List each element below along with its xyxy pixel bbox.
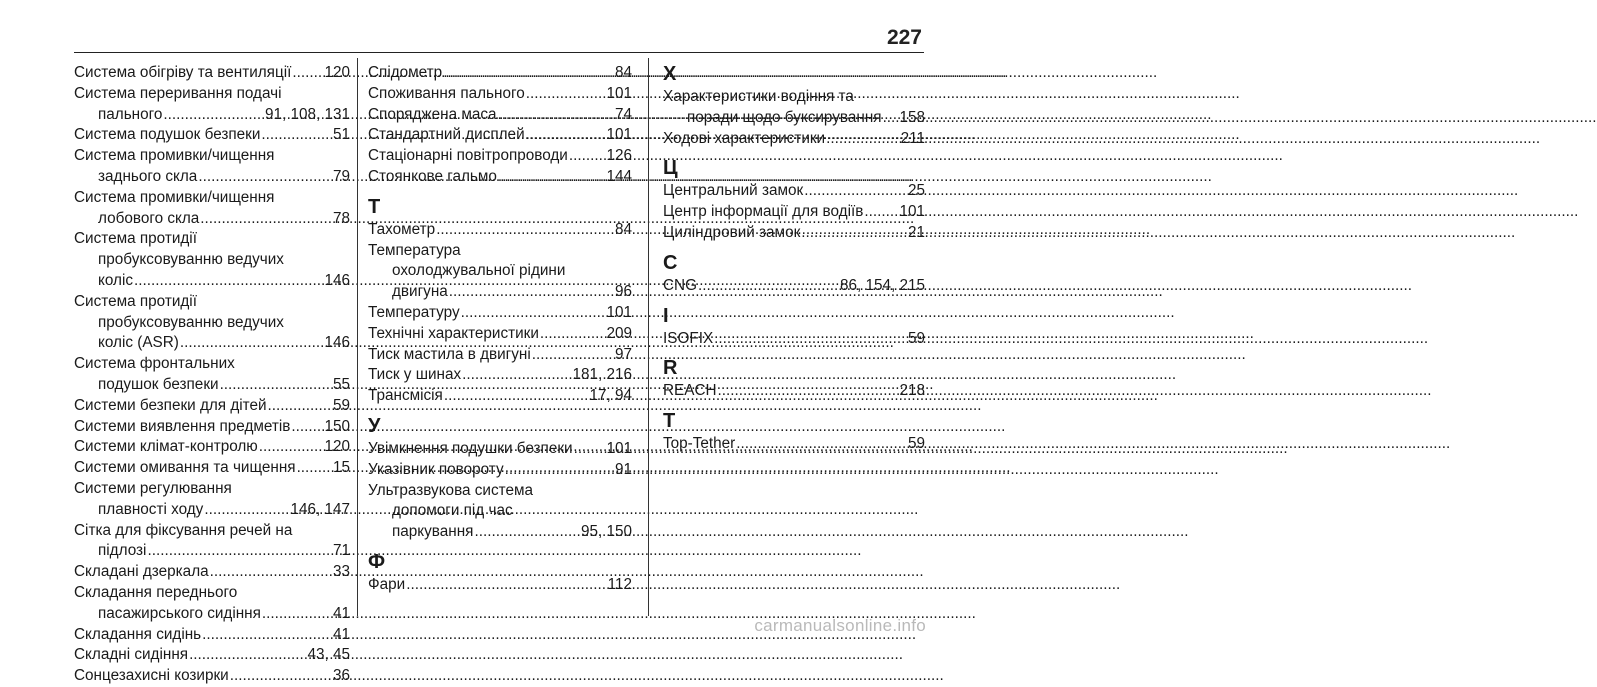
- index-entry-line: [74, 271, 350, 292]
- index-entry-text: подушок безпеки: [98, 375, 219, 393]
- index-entry[interactable]: [368, 439, 632, 460]
- index-entry-line: [663, 223, 925, 244]
- leader-dots: [498, 105, 614, 126]
- index-entry-line: [368, 63, 632, 84]
- index-entry-text: Стоянкове гальмо: [368, 167, 497, 185]
- index-entry-text: підлозі: [98, 542, 147, 560]
- page-reference[interactable]: 218: [899, 382, 925, 400]
- index-entry-line: [368, 575, 632, 596]
- leader-dots: [826, 129, 900, 150]
- index-entry[interactable]: [368, 575, 632, 596]
- index-entry-line: [74, 583, 350, 604]
- index-entry[interactable]: [74, 458, 350, 479]
- index-entry-text: Складані дзеркала: [74, 563, 209, 581]
- index-entry[interactable]: [663, 434, 925, 455]
- index-entry-text: Ходові характеристики: [663, 129, 826, 147]
- index-entry-text: Тиск мастила в двигуні: [368, 345, 531, 363]
- index-entry[interactable]: [368, 63, 632, 84]
- leader-dots: [436, 220, 614, 241]
- index-entry-text: Циліндровий замок: [663, 223, 801, 241]
- leader-dots: [443, 63, 614, 84]
- index-entry-line: [663, 87, 925, 108]
- page-reference[interactable]: 84: [614, 64, 632, 81]
- leader-dots: [540, 324, 606, 345]
- index-entry[interactable]: [663, 276, 925, 297]
- index-entry-text: CNG: [663, 276, 697, 294]
- index-entry-line: [74, 333, 350, 354]
- index-entry-text: коліс (ASR): [98, 334, 179, 352]
- index-entry-line: [368, 324, 632, 345]
- index-entry-text: пробуксовуванню ведучих: [98, 251, 284, 269]
- index-letter-heading: Ц: [663, 157, 678, 180]
- index-entry-line: [74, 625, 350, 646]
- leader-dots: [163, 105, 264, 126]
- index-entry-line: [368, 460, 632, 481]
- index-entry-text: Стаціонарні повітропроводи: [368, 147, 568, 165]
- leader-dots: [406, 575, 606, 596]
- index-entry-text: Складання переднього: [74, 583, 238, 601]
- leader-dots: [261, 125, 332, 146]
- index-letter-heading: Х: [663, 63, 677, 85]
- index-entry-line: [663, 202, 925, 223]
- index-entry-line: [663, 181, 925, 202]
- index-entry[interactable]: [74, 229, 350, 291]
- leader-dots: [297, 458, 332, 479]
- index-entry-text: ISOFIX: [663, 329, 714, 347]
- index-entry-text: пробуксовуванню ведучих: [98, 313, 284, 331]
- leader-dots: [574, 439, 606, 460]
- leader-dots: [864, 202, 898, 223]
- page-reference[interactable]: 71: [332, 542, 350, 560]
- index-entry-line: [663, 108, 925, 129]
- leader-dots: [736, 434, 907, 455]
- leader-dots: [198, 167, 332, 188]
- index-entry[interactable]: [74, 188, 350, 230]
- leader-dots: [134, 271, 323, 292]
- index-entry-text: Системи клімат-контролю: [74, 438, 258, 456]
- index-entry-text: REACH: [663, 382, 717, 400]
- index-entry-line: [368, 261, 632, 282]
- page-reference[interactable]: 146, 147: [290, 500, 350, 518]
- page-reference[interactable]: 74: [614, 105, 632, 123]
- header-rule: [74, 52, 924, 53]
- page-reference[interactable]: 15: [332, 459, 350, 477]
- index-entry-line: [368, 481, 632, 502]
- leader-dots: [200, 209, 332, 230]
- index-entry-text: заднього скла: [98, 167, 198, 185]
- index-entry-text: Складні сидіння: [74, 646, 189, 664]
- index-entry-line: [74, 666, 350, 687]
- index-entry[interactable]: [74, 417, 350, 438]
- page-reference[interactable]: 120: [324, 438, 350, 456]
- index-entry-text: лобового скла: [98, 209, 200, 227]
- page-reference[interactable]: 33: [332, 563, 350, 581]
- leader-dots: [230, 666, 332, 687]
- leader-dots: [698, 276, 839, 297]
- index-entry[interactable]: [663, 87, 925, 129]
- index-entry[interactable]: [368, 220, 632, 241]
- page-reference[interactable]: 209: [606, 324, 632, 342]
- index-entry[interactable]: [74, 583, 350, 625]
- index-entry-text: Тахометр: [368, 220, 436, 238]
- index-entry-line: [74, 188, 350, 209]
- index-entry-text: Ультразвукова система: [368, 481, 533, 499]
- index-entry-text: Складання сидінь: [74, 625, 202, 643]
- index-column-2: [368, 63, 632, 596]
- index-entry[interactable]: [663, 181, 925, 202]
- index-entry[interactable]: [368, 125, 632, 146]
- page-reference[interactable]: 144: [606, 167, 632, 185]
- index-entry[interactable]: [663, 202, 925, 223]
- index-entry-text: Характеристики водіння та: [663, 88, 854, 105]
- index-entry-text: Системи безпеки для дітей: [74, 396, 267, 414]
- index-entry[interactable]: [663, 129, 925, 150]
- index-entry-text: поради щодо буксирування: [687, 108, 882, 126]
- index-entry-text: Трансмісія: [368, 387, 443, 405]
- index-entry-text: Система подушок безпеки: [74, 126, 261, 144]
- page-reference[interactable]: 59: [907, 435, 925, 453]
- index-entry-text: Центр інформації для водіїв: [663, 203, 864, 221]
- leader-dots: [147, 541, 332, 562]
- index-entry-line: [74, 229, 350, 250]
- leader-dots: [804, 181, 907, 202]
- index-entry[interactable]: [74, 292, 350, 354]
- index-entry-text: Система фронтальних: [74, 355, 235, 373]
- page-reference[interactable]: 25: [907, 182, 925, 200]
- index-letter-heading: R: [663, 357, 678, 380]
- leader-dots: [532, 345, 614, 366]
- index-entry-line: [368, 105, 632, 126]
- index-entry-line: [368, 220, 632, 241]
- column-divider: [357, 58, 358, 616]
- index-entry-text: Система протидії: [74, 230, 197, 248]
- page-reference[interactable]: 17, 94: [589, 387, 632, 405]
- index-letter-heading: T: [663, 410, 676, 433]
- index-entry[interactable]: [74, 63, 350, 84]
- index-entry-line: [368, 146, 632, 167]
- index-entry-text: Тиск у шинах: [368, 366, 462, 384]
- index-entry-line: [74, 292, 350, 313]
- index-entry[interactable]: [368, 146, 632, 167]
- index-entry[interactable]: [368, 167, 632, 188]
- leader-dots: [189, 645, 306, 666]
- leader-dots: [526, 125, 606, 146]
- index-entry[interactable]: [74, 562, 350, 583]
- leader-dots: [204, 500, 289, 521]
- index-entry-line: [74, 250, 350, 271]
- index-entry-line: [663, 329, 925, 350]
- index-entry[interactable]: [368, 345, 632, 366]
- index-entry-text: плавності ходу: [98, 500, 204, 518]
- index-letter-heading: C: [663, 251, 678, 274]
- page-reference[interactable]: 78: [332, 209, 350, 227]
- leader-dots: [259, 437, 324, 458]
- index-entry-line: [74, 84, 350, 105]
- index-entry-text: Указівник повороту: [368, 460, 504, 478]
- index-entry-text: Системи омивання та чищення: [74, 459, 296, 477]
- index-entry[interactable]: [663, 223, 925, 244]
- leader-dots: [883, 108, 899, 129]
- index-entry-line: [368, 365, 632, 386]
- index-entry-line: [74, 479, 350, 500]
- page-reference[interactable]: 86, 154, 215: [839, 276, 925, 294]
- index-entry-text: Система промивки/чищення: [74, 188, 275, 206]
- index-entry-line: [368, 386, 632, 407]
- index-entry-line: [368, 522, 632, 543]
- index-entry-line: [74, 354, 350, 375]
- index-entry-text: Система протидії: [74, 292, 197, 310]
- index-entry[interactable]: [663, 381, 925, 402]
- index-entry-line: [74, 604, 350, 625]
- index-entry[interactable]: [74, 479, 350, 521]
- index-entry[interactable]: [74, 125, 350, 146]
- index-entry[interactable]: [74, 84, 350, 126]
- leader-dots: [444, 386, 589, 407]
- index-entry[interactable]: [74, 146, 350, 188]
- index-entry-text: Системи регулювання: [74, 479, 232, 497]
- index-entry-line: [368, 439, 632, 460]
- index-entry-line: [74, 146, 350, 167]
- page-reference[interactable]: 51: [332, 126, 350, 144]
- index-entry-line: [74, 417, 350, 438]
- page-reference[interactable]: 36: [332, 667, 350, 685]
- index-entry[interactable]: [74, 625, 350, 646]
- index-entry-text: Стандартний дисплей: [368, 126, 525, 144]
- page-reference[interactable]: 158: [899, 108, 925, 126]
- column-divider: [648, 58, 649, 616]
- page-reference[interactable]: 146: [324, 271, 350, 289]
- index-entry-line: [663, 381, 925, 402]
- leader-dots: [718, 381, 899, 402]
- index-entry-text: охолоджувальної рідини: [392, 262, 566, 280]
- index-entry-text: паркування: [392, 523, 474, 541]
- page-reference[interactable]: 101: [899, 203, 925, 221]
- page-reference[interactable]: 101: [606, 439, 632, 457]
- index-entry-text: Система промивки/чищення: [74, 147, 275, 165]
- page-reference[interactable]: 181, 216: [572, 366, 632, 384]
- page-reference[interactable]: 101: [606, 303, 632, 321]
- index-entry-text: Спорядженa маса: [368, 105, 497, 123]
- index-entry-line: [74, 645, 350, 666]
- index-entry-text: Температуру: [368, 303, 460, 321]
- index-entry-text: Споживання пального: [368, 84, 525, 102]
- leader-dots: [291, 417, 323, 438]
- index-entry-line: [74, 562, 350, 583]
- leader-dots: [801, 223, 907, 244]
- index-letter-heading: I: [663, 304, 669, 327]
- page-reference[interactable]: 101: [606, 126, 632, 144]
- index-entry[interactable]: [663, 329, 925, 350]
- index-entry-line: [368, 125, 632, 146]
- page-reference[interactable]: 43, 45: [307, 646, 350, 664]
- index-entry-line: [368, 345, 632, 366]
- index-entry-line: [74, 458, 350, 479]
- leader-dots: [268, 396, 332, 417]
- index-column-3: [663, 63, 925, 455]
- index-entry-line: [74, 313, 350, 334]
- index-entry-line: [368, 501, 632, 522]
- watermark: carmanualsonline.info: [754, 616, 926, 635]
- page-reference[interactable]: 112: [607, 575, 632, 593]
- index-entry-line: [74, 63, 350, 84]
- page-reference[interactable]: 55: [332, 375, 350, 393]
- index-entry-text: пального: [98, 105, 163, 123]
- index-entry[interactable]: [74, 666, 350, 687]
- leader-dots: [461, 303, 606, 324]
- page-reference[interactable]: 59: [907, 329, 925, 347]
- index-entry[interactable]: [368, 84, 632, 105]
- index-entry-text: Технічні характеристики: [368, 324, 539, 342]
- index-entry-line: [74, 105, 350, 126]
- index-entry-text: допомоги під час: [392, 502, 513, 520]
- index-entry-line: [368, 241, 632, 262]
- page-reference[interactable]: 84: [614, 220, 632, 238]
- page-reference[interactable]: 150: [324, 417, 350, 435]
- index-entry[interactable]: [74, 645, 350, 666]
- index-letter-heading: Т: [368, 195, 381, 218]
- page-reference[interactable]: 95, 150: [580, 523, 632, 541]
- leader-dots: [474, 522, 580, 543]
- index-entry-line: [368, 282, 632, 303]
- page-reference[interactable]: 79: [332, 167, 350, 185]
- index-entry-line: [74, 396, 350, 417]
- index-entry-line: [663, 129, 925, 150]
- index-entry[interactable]: [74, 437, 350, 458]
- leader-dots: [505, 460, 614, 481]
- index-entry-line: [74, 521, 350, 542]
- index-entry-line: [74, 437, 350, 458]
- index-letter-heading: У: [368, 414, 381, 437]
- page-reference[interactable]: 146: [324, 334, 350, 352]
- page-reference[interactable]: 97: [614, 345, 632, 363]
- page-reference[interactable]: 21: [907, 223, 925, 241]
- index-entry-text: Спідометр: [368, 64, 443, 81]
- leader-dots: [262, 604, 332, 625]
- index-entry-text: Система переривання подачі: [74, 84, 282, 102]
- page-reference[interactable]: 91, 108, 131: [264, 105, 350, 123]
- page-reference[interactable]: 96: [614, 283, 632, 301]
- page-reference[interactable]: 211: [900, 129, 925, 147]
- index-entry-text: Фари: [368, 575, 406, 593]
- page-reference[interactable]: 59: [332, 396, 350, 414]
- index-entry[interactable]: [74, 521, 350, 563]
- index-entry-text: Top-Tether: [663, 435, 736, 453]
- leader-dots: [449, 282, 614, 303]
- index-entry[interactable]: [74, 396, 350, 417]
- index-entry-text: Система обігріву та вентиляції: [74, 64, 292, 81]
- index-entry-text: коліс: [98, 271, 134, 289]
- index-entry-text: Центральний замок: [663, 182, 804, 200]
- index-entry-text: двигуна: [392, 283, 448, 301]
- index-entry-line: [74, 375, 350, 396]
- index-entry-line: [368, 167, 632, 188]
- leader-dots: [498, 167, 606, 188]
- index-letter-heading: Ф: [368, 550, 386, 573]
- index-entry[interactable]: [368, 241, 632, 303]
- index-entry-line: [368, 303, 632, 324]
- index-entry-line: [74, 125, 350, 146]
- index-entry-line: [74, 500, 350, 521]
- index-entry[interactable]: [368, 460, 632, 481]
- index-entry[interactable]: [368, 105, 632, 126]
- page-reference[interactable]: 41: [332, 604, 350, 622]
- index-entry[interactable]: [74, 354, 350, 396]
- index-entry-line: [368, 84, 632, 105]
- page-reference[interactable]: 120: [324, 64, 350, 81]
- index-entry-line: [74, 167, 350, 188]
- index-entry-text: пасажирського сидіння: [98, 604, 261, 622]
- index-entry-text: Системи виявлення предметів: [74, 417, 291, 435]
- index-entry[interactable]: [368, 365, 632, 386]
- index-entry[interactable]: [368, 324, 632, 345]
- leader-dots: [202, 625, 332, 646]
- leader-dots: [180, 333, 324, 354]
- index-entry-line: [663, 434, 925, 455]
- index-entry-text: Сітка для фіксування речей на: [74, 521, 293, 539]
- leader-dots: [526, 84, 606, 105]
- index-entry-line: [74, 209, 350, 230]
- leader-dots: [210, 562, 332, 583]
- index-entry-text: Сонцезахисні козирки: [74, 667, 229, 685]
- leader-dots: [292, 63, 323, 84]
- index-entry-text: Увімкнення подушки безпеки: [368, 439, 573, 457]
- page-number: 227: [886, 26, 922, 49]
- leader-dots: [714, 329, 907, 350]
- index-entry[interactable]: [368, 481, 632, 543]
- page-reference[interactable]: 126: [606, 147, 632, 165]
- leader-dots: [220, 375, 332, 396]
- index-column-1: [74, 63, 350, 687]
- index-entry-text: Температура: [368, 241, 461, 259]
- index-entry-line: [74, 541, 350, 562]
- page-reference[interactable]: 41: [332, 625, 350, 643]
- leader-dots: [569, 146, 606, 167]
- index-entry[interactable]: [368, 303, 632, 324]
- index-entry[interactable]: [368, 386, 632, 407]
- index-entry-line: [663, 276, 925, 297]
- page-reference[interactable]: 101: [606, 84, 632, 102]
- leader-dots: [462, 365, 571, 386]
- page-reference[interactable]: 91: [614, 460, 632, 478]
